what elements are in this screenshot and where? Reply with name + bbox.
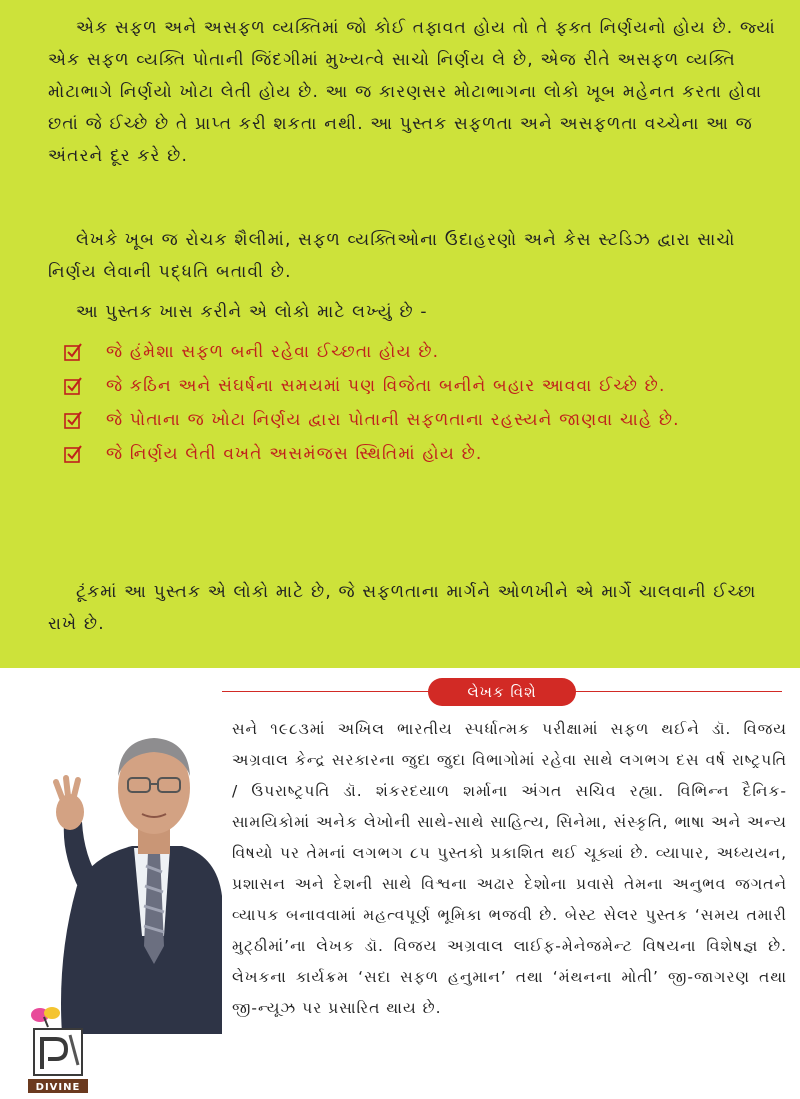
author-photo bbox=[22, 706, 222, 1034]
list-item-text: જે પોતાના જ ખોટા નિર્ણય દ્વારા પોતાની સફળતાના રહસ્યને જાણવા ચાહે છે. bbox=[106, 410, 680, 430]
intro-paragraph-2: લેખકે ખૂબ જ રોચક શૈલીમાં, સફળ વ્યક્તિઓના ઉદાહરણો અને કેસ સ્ટડિઝ દ્વારા સાચો નિર્ણય લેવાની પદ્ધતિ બતાવી છે. bbox=[48, 230, 736, 282]
intro-audience-line: આ પુસ્તક ખાસ કરીને એ લોકો માટે લખ્યું છે - bbox=[76, 302, 428, 322]
publisher-logo bbox=[26, 1003, 90, 1095]
list-item-text: જે નિર્ણય લેતી વખતે અસમંજસ સ્થિતિમાં હોય છે. bbox=[106, 444, 483, 464]
list-item-text: જે કઠિન અને સંઘર્ષના સમયમાં પણ વિજેતા બનીને બહાર આવવા ઈચ્છે છે. bbox=[106, 376, 666, 396]
divine-logo-icon bbox=[26, 1003, 90, 1095]
publisher-name: DIVINE bbox=[35, 1082, 81, 1093]
checkbox-checked-icon bbox=[64, 411, 82, 429]
checkbox-checked-icon bbox=[64, 445, 82, 463]
checkbox-checked-icon bbox=[64, 377, 82, 395]
list-item bbox=[60, 404, 780, 436]
author-biography: સને ૧૯૮૩માં અખિલ ભારતીય સ્પર્ધાત્મક પરીક્ષામાં સફળ થઈને ડૉ. વિજય અગ્રવાલ કેન્દ્ર સરકારના જુદા જુદા વિભાગોમાં રહેવા સાથે લગભગ દસ વર્ષ રાષ્ટ્રપતિ / ઉપરાષ્ટ્રપતિ ડૉ. શંકરદયાળ શર્માના અંગત સચિવ રહ્યા. વિભિન્ન દૈનિક-સામયિકોમાં અનેક લેખોની સાથે-સાથે સાહિત્ય, સિનેમા, સંસ્કૃતિ, ભાષા અને અન્ય વિષયો પર તેમનાં લગભગ ૮૫ પુસ્તકો પ્રકાશિત થઈ ચૂક્યાં છે. વ્યાપાર, અધ્યયન, પ્રશાસન અને દેશની સાથે વિશ્વના અઢાર દેશોના પ્રવાસે તેમના અનુભવ જગતને વ્યાપક બનાવવામાં મહત્વપૂર્ણ ભૂમિકા ભજવી છે. બેસ્ટ સેલર પુસ્તક ‘સમય તમારી મુટ્ઠીમાં’ના લેખક ડૉ. વિજય અગ્રવાલ લાઈફ-મેનેજમેન્ટ વિષયના વિશેષજ્ઞ છે. લેખકના કાર્યક્રમ ‘સદા સફળ હનુમાન’ તથા ‘મંથનના મોતી’ જી-જાગરણ તથા જી-ન્યૂઝ પર પ્રસારિત થાય છે. bbox=[232, 720, 787, 1017]
about-author-heading: લેખક વિશે bbox=[428, 678, 576, 706]
list-item-text: જે હંમેશા સફળ બની રહેવા ઈચ્છતા હોય છે. bbox=[106, 342, 440, 362]
list-item bbox=[60, 370, 780, 402]
intro-paragraph-summary: ટૂંકમાં આ પુસ્તક એ લોકો માટે છે, જે સફળતાના માર્ગને ઓળખીને એ માર્ગે ચાલવાની ઈચ્છા રાખે છે. bbox=[48, 582, 757, 634]
list-item bbox=[60, 438, 780, 470]
list-item bbox=[60, 336, 780, 368]
checkbox-checked-icon bbox=[64, 343, 82, 361]
author-portrait-illustration bbox=[22, 706, 222, 1034]
audience-list bbox=[60, 336, 780, 472]
intro-paragraph-1: એક સફળ અને અસફળ વ્યક્તિમાં જો કોઈ તફાવત હોય તો તે ફક્ત નિર્ણયનો હોય છે. જ્યાં એક સફળ વ્યક્તિ પોતાની જિંદગીમાં મુખ્યત્વે સાચો નિર્ણય લે છે, એજ રીતે અસફળ વ્યક્તિ મોટાભાગે નિર્ણયો ખોટા લેતી હોય છે. આ જ કારણસર મોટાભાગના લોકો ખૂબ મહેનત કરતા હોવા છતાં જે ઈચ્છે છે તે પ્રાપ્ત કરી શકતા નથી. આ પુસ્તક સફળતા અને અસફળતા વચ્ચેના આ જ અંતરને દૂર કરે છે. bbox=[48, 18, 776, 166]
